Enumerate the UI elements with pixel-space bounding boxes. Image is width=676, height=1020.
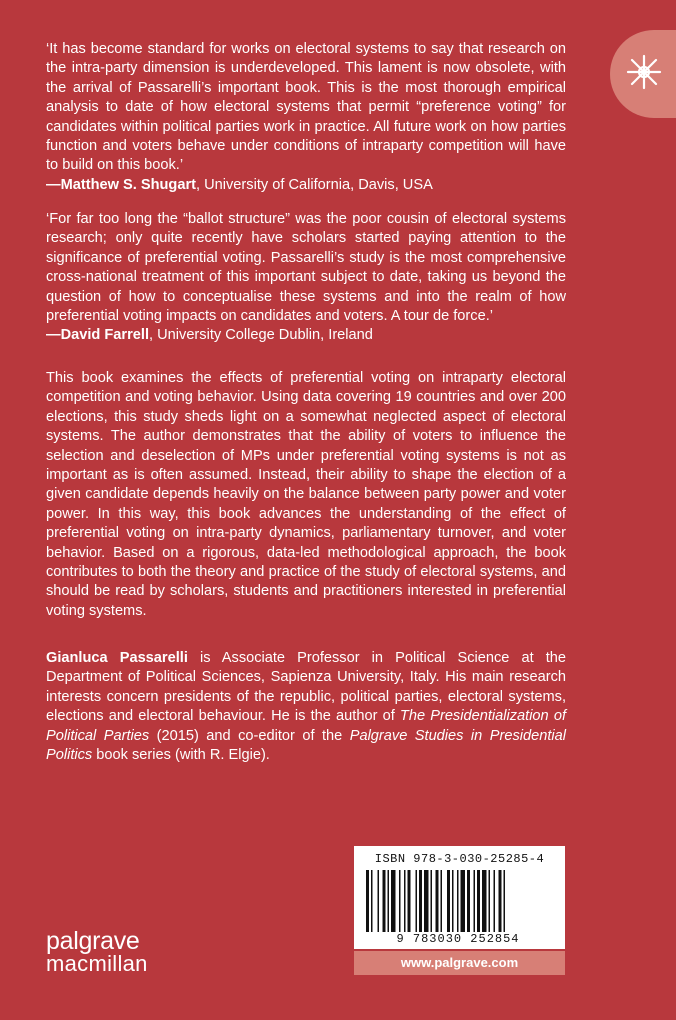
barcode-bar bbox=[494, 870, 496, 932]
barcode-bar bbox=[408, 870, 411, 932]
barcode-bar bbox=[416, 870, 418, 932]
barcode-bar bbox=[482, 870, 487, 932]
barcode-digits: 9 783030 252854 bbox=[396, 932, 520, 946]
barcode-bar bbox=[424, 870, 429, 932]
barcode-bar bbox=[366, 870, 369, 932]
book-title-1: The Presidentialization of Political Parties bbox=[46, 708, 566, 744]
author-bio: Gianluca Passarelli is Associate Professor in Political Science at the Department of Political Sciences, Sapienza University, Italy. His main research interests concern presidents of the republic, political parties, electoral systems, elections and electoral behaviour. He is the author of The Presidentialization of Political Parties (2015) and co-editor of the Palgrave Studies in Presidential Politics book series (with R. Elgie). bbox=[46, 650, 566, 764]
barcode-bar bbox=[504, 870, 506, 932]
barcode-bar bbox=[391, 870, 396, 932]
quote-attribution bbox=[46, 176, 566, 195]
barcode-bar bbox=[399, 870, 401, 932]
isbn-barcode bbox=[354, 846, 565, 949]
barcode-bar bbox=[388, 870, 390, 932]
quote-affiliation: , University College Dublin, Ireland bbox=[149, 327, 373, 344]
barcode-bar bbox=[378, 870, 380, 932]
description-text: This book examines the effects of preferential voting on intraparty electoral competition and voting behavior. Using data covering 19 countries and over 200 elections, this study sheds light on a somewhat neglected aspect of electoral systems. The author demonstrates that the ability of voters to influence the selection and deselection of MPs under preferential voting systems is not as important as is often assumed. Instead, their ability to shape the election of a given candidate depends heavily on the balance between party power and voter power. In this way, this book advances the understanding of the effect of preferential voting on intra-party dynamics, parliamentary turnover, and voter behavior. Based on a rigorous, data-led methodological approach, the book contributes to both the theory and practice of the study of electoral systems, and should be read by scholars, students and practitioners interested in preferential voting systems. bbox=[46, 370, 566, 619]
barcode-bar bbox=[461, 870, 466, 932]
quote-text: ‘For far too long the “ballot structure” was the poor cousin of electoral systems research; only quite recently have scholars started paying attention to the significance of preferential voting. Passarelli’s study is the most comprehensive cross-national treatment of this important subject to date, taking us beyond the question of how to conceptualise these systems and into the realm of how preferential voting impacts on candidates and voters. A tour de force.’ bbox=[46, 211, 566, 325]
barcode-bar bbox=[436, 870, 439, 932]
book-series-title: Palgrave Studies in Presidential Politics bbox=[46, 727, 566, 764]
barcode-bar bbox=[419, 870, 422, 932]
book-description bbox=[46, 369, 566, 621]
endorsement-quote-1 bbox=[46, 40, 566, 195]
barcode-bar bbox=[441, 870, 443, 932]
author-name: Gianluca Passarelli bbox=[46, 650, 188, 666]
publisher-logo bbox=[46, 929, 148, 975]
quote-text: ‘It has become standard for works on electoral systems to say that research on the intra-party dimension is underdeveloped. This lament is now obsolete, with the arrival of Passarelli’s important book. This is the most thorough empirical analysis to date of how electoral systems that permit “preference voting” for candidates within political parties work in practice. All future work on how parties function and voters behave under conditions of intraparty competition will have to build on this book.’ bbox=[46, 41, 566, 174]
barcode-bar bbox=[371, 870, 373, 932]
barcode-bar bbox=[474, 870, 476, 932]
quote-author: —Matthew S. Shugart bbox=[46, 176, 196, 193]
publisher-url[interactable]: www.palgrave.com bbox=[354, 951, 565, 975]
barcode-bar bbox=[404, 870, 406, 932]
endorsement-quote-2 bbox=[46, 210, 566, 346]
quote-attribution bbox=[46, 326, 566, 345]
publisher-name-line2: macmillan bbox=[46, 951, 148, 976]
barcode-bars bbox=[364, 870, 555, 932]
barcode-bar bbox=[477, 870, 480, 932]
barcode-bar bbox=[467, 870, 470, 932]
barcode-bar bbox=[452, 870, 454, 932]
publisher-name-line1: palgrave bbox=[46, 927, 140, 955]
barcode-bar bbox=[431, 870, 433, 932]
isbn-label: ISBN 978-3-030-25285-4 bbox=[374, 852, 545, 866]
barcode-bar bbox=[499, 870, 502, 932]
barcode-bar bbox=[383, 870, 386, 932]
barcode-bar bbox=[447, 870, 450, 932]
barcode-bar bbox=[457, 870, 459, 932]
palgrave-asterisk-logo-icon bbox=[624, 52, 664, 92]
quote-author: —David Farrell bbox=[46, 327, 150, 344]
barcode-bar bbox=[489, 870, 491, 932]
palgrave-corner-logo bbox=[610, 30, 676, 118]
quote-affiliation: , University of California, Davis, USA bbox=[196, 176, 433, 193]
